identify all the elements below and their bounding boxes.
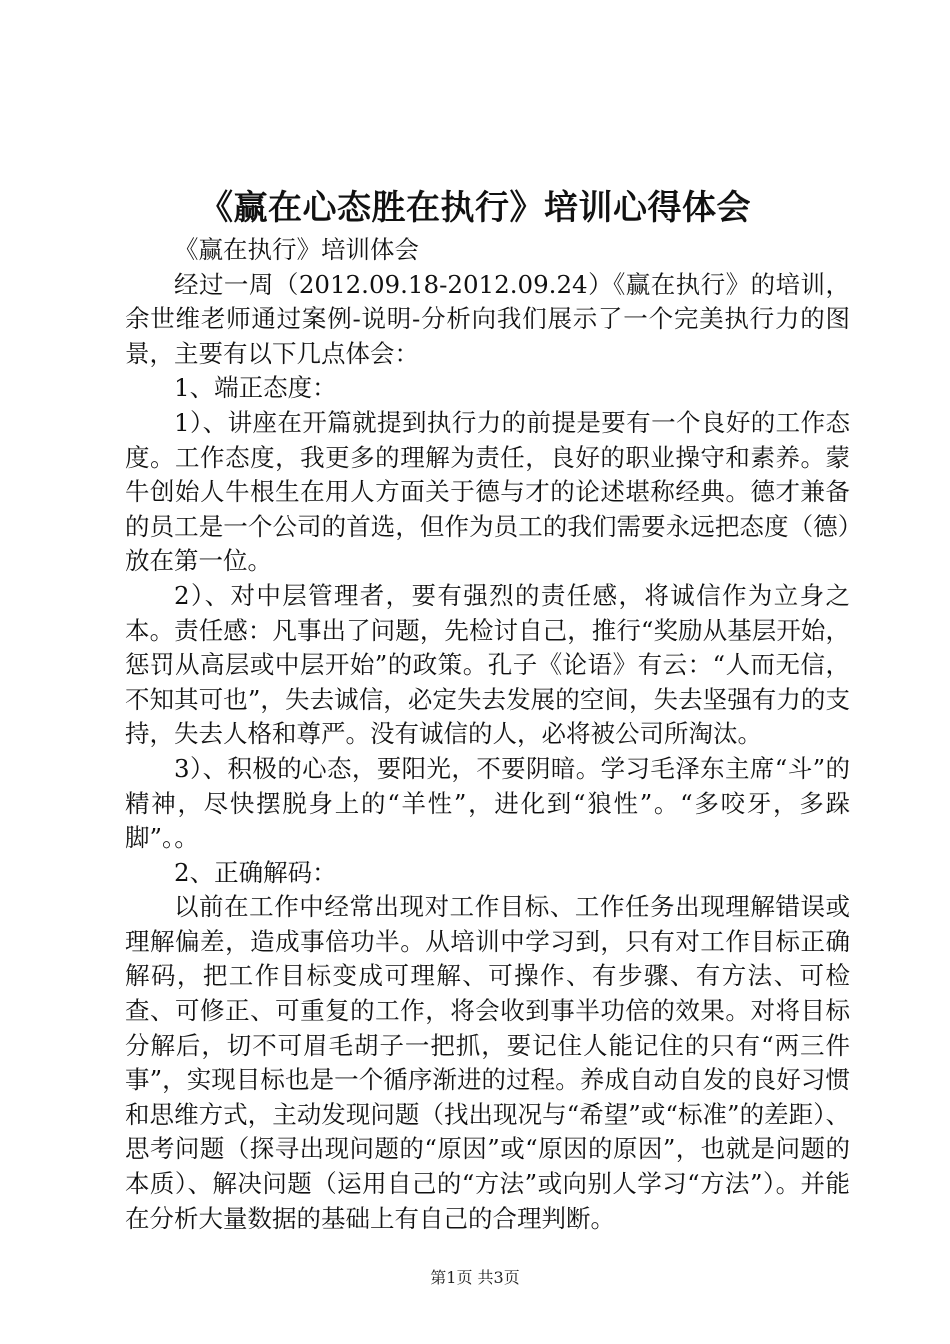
paragraph-point-3: 3）、积极的心态，要阳光，不要阴暗。学习毛泽东主席“斗”的精神，尽快摆脱身上的“羊性”，进化到“狼性”。“多咬牙，多跺脚”。。: [125, 753, 850, 853]
paragraph-point-1: 1）、讲座在开篇就提到执行力的前提是要有一个良好的工作态度。工作态度，我更多的理解为责任，良好的职业操守和素养。蒙牛创始人牛根生在用人方面关于德与才的论述堪称经典。德才兼备的员工是一个公司的首选，但作为员工的我们需要永远把态度（德）放在第一位。: [125, 407, 850, 576]
page-number-footer: 第1页 共3页: [430, 1268, 520, 1287]
paragraph-intro: 经过一周（2012.09.18-2012.09.24）《赢在执行》的培训，余世维老师通过案例-说明-分析向我们展示了一个完美执行力的图景，主要有以下几点体会：: [125, 269, 850, 368]
page-title: 《赢在心态胜在执行》培训心得体会: [199, 188, 751, 228]
section-heading-decoding: 2、正确解码：: [174, 857, 337, 887]
section-heading-attitude: 1、端正态度：: [174, 373, 337, 403]
paragraph-subtitle: 《赢在执行》培训体会: [174, 235, 419, 264]
document-body: [125, 233, 850, 1236]
paragraph-point-2: 2）、对中层管理者，要有强烈的责任感，将诚信作为立身之本。责任感：凡事出了问题，先检讨自己，推行“奖励从基层开始，惩罚从高层或中层开始”的政策。孔子《论语》有云：“人而无信，不知其可也”，失去诚信，必定失去发展的空间，失去坚强有力的支持，失去人格和尊严。没有诚信的人，必将被公司所淘汰。: [125, 580, 850, 749]
paragraph-decoding: 以前在工作中经常出现对工作目标、工作任务出现理解错误或理解偏差，造成事倍功半。从培训中学习到，只有对工作目标正确解码，把工作目标变成可理解、可操作、有步骤、有方法、可检查、可修正、可重复的工作，将会收到事半功倍的效果。对将目标分解后，切不可眉毛胡子一把抓，要记住人能记住的只有“两三件事”，实现目标也是一个循序渐进的过程。养成自动自发的良好习惯和思维方式，主动发现问题（找出现况与“希望”或“标准”的差距）、思考问题（探寻出现问题的“原因”或“原因的原因”，也就是问题的本质）、解决问题（运用自己的“方法”或向别人学习“方法”）。并能在分析大量数据的基础上有自己的合理判断。: [125, 892, 850, 1233]
